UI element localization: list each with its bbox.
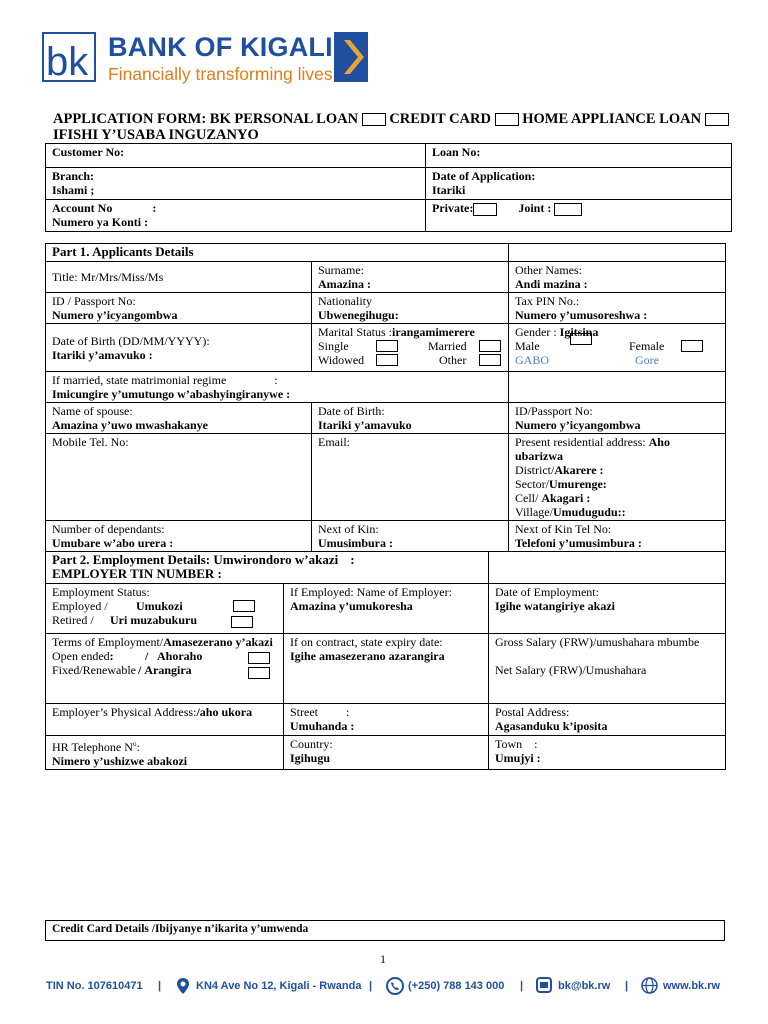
marital-status-field: Marital Status :irangamimerere Single Married Widowed Other xyxy=(312,324,509,372)
account-no-field[interactable]: Account No : Numero ya Konti : xyxy=(46,200,426,232)
spouse-name-field[interactable]: Name of spouse: Amazina y’uwo mwashakanye xyxy=(46,403,312,434)
customer-no-field[interactable]: Customer No: xyxy=(46,144,426,168)
gender-field: Gender : Igitsina Male Female GABO Gore xyxy=(509,324,726,372)
female-checkbox[interactable] xyxy=(681,340,703,352)
employed-checkbox[interactable] xyxy=(233,600,255,612)
credit-card-details-heading: Credit Card Details /Ibijyanye n’ikarita y’umwenda xyxy=(46,921,725,941)
globe-icon xyxy=(641,977,658,994)
salary-field[interactable]: Gross Salary (FRW)/umushahara mbumbe Net Salary (FRW)/Umushahara xyxy=(489,634,726,704)
tax-pin-field[interactable]: Tax PIN No.: Numero y’umusoreshwa : xyxy=(509,293,726,324)
next-of-kin-tel-field[interactable]: Next of Kin Tel No: Telefoni y’umusimbura : xyxy=(509,521,726,552)
title-field[interactable]: Title: Mr/Mrs/Miss/Ms xyxy=(46,262,312,293)
email-icon xyxy=(536,977,552,993)
male-checkbox[interactable] xyxy=(570,333,592,345)
footer-address: KN4 Ave No 12, Kigali - Rwanda xyxy=(196,980,362,992)
town-field[interactable]: Town : Umujyi : xyxy=(489,736,726,770)
nationality-field[interactable]: Nationality Ubwenegihugu: xyxy=(312,293,509,324)
bk-logo-icon xyxy=(42,32,96,82)
other-names-field[interactable]: Other Names: Andi mazina : xyxy=(509,262,726,293)
applicants-details-table xyxy=(45,243,726,552)
credit-card-checkbox[interactable] xyxy=(495,113,519,126)
employer-physical-address-field[interactable]: Employer’s Physical Address:/aho ukora xyxy=(46,704,284,736)
page-number: 1 xyxy=(380,952,386,966)
account-table xyxy=(45,143,732,232)
phone-icon xyxy=(386,977,404,995)
form-title-home-appliance: HOME APPLIANCE LOAN xyxy=(522,111,702,127)
footer-phone: (+250) 788 143 000 xyxy=(408,980,505,992)
footer: TIN No. 107610471 | KN4 Ave No 12, Kigali - Rwanda | (+250) 788 143 000 | bk@bk.rw | www.bk.rw xyxy=(0,972,768,1002)
form-title-personal-loan: APPLICATION FORM: BK PERSONAL LOAN xyxy=(53,111,359,127)
employment-status-field: Employment Status: Employed / Umukozi Retired / Uri muzabukuru xyxy=(46,584,284,634)
other-checkbox[interactable] xyxy=(479,354,501,366)
employment-details-table xyxy=(45,551,726,770)
brand-arrow-icon xyxy=(334,32,368,82)
part2-heading: Part 2. Employment Details: Umwirondoro w’akazi : EMPLOYER TIN NUMBER : xyxy=(46,552,489,584)
branch-field[interactable]: Branch: Ishami ; xyxy=(46,168,426,200)
brand-tagline: Financially transforming lives xyxy=(108,64,333,84)
form-subtitle: IFISHI Y’USABA INGUZANYO xyxy=(53,127,259,143)
id-passport-field[interactable]: ID / Passport No: Numero y’icyangombwa xyxy=(46,293,312,324)
private-checkbox[interactable] xyxy=(473,203,497,216)
dob-field[interactable]: Date of Birth (DD/MM/YYYY): Itariki y’amavuko : xyxy=(46,324,312,372)
home-appliance-checkbox[interactable] xyxy=(705,113,729,126)
residential-address-field[interactable]: Present residential address: Aho ubarizwa District/Akarere : Sector/Umurenge: Cell/ Akagari : Village/Umudugudu:: xyxy=(509,434,726,521)
svg-text:bk: bk xyxy=(46,40,89,82)
surname-field[interactable]: Surname: Amazina : xyxy=(312,262,509,293)
matrimonial-regime-field[interactable]: If married, state matrimonial regime : Imicungire y’umutungo w’abashyingiranywe : xyxy=(46,372,509,403)
date-of-employment-field[interactable]: Date of Employment: Igihe watangiriye akazi xyxy=(489,584,726,634)
form-title xyxy=(53,111,729,128)
spouse-dob-field[interactable]: Date of Birth: Itariki y’amavuko xyxy=(312,403,509,434)
location-pin-icon xyxy=(176,977,190,995)
joint-checkbox[interactable] xyxy=(554,203,582,216)
terms-of-employment-field: Terms of Employment/Amasezerano y’akazi Open ended: / Ahoraho Fixed/Renewable / Arangira xyxy=(46,634,284,704)
spouse-id-field[interactable]: ID/Passport No: Numero y’icyangombwa xyxy=(509,403,726,434)
fixed-renewable-checkbox[interactable] xyxy=(248,667,270,679)
footer-email: bk@bk.rw xyxy=(558,980,611,992)
single-checkbox[interactable] xyxy=(376,340,398,352)
brand-name: BANK OF KIGALI xyxy=(108,32,333,62)
loan-no-field[interactable]: Loan No: xyxy=(426,144,732,168)
hr-telephone-field[interactable]: HR Telephone $N^o$: Nimero y’ushizwe abakozi xyxy=(46,736,284,770)
date-of-application-field[interactable]: Date of Application: Itariki xyxy=(426,168,732,200)
contract-expiry-field[interactable]: If on contract, state expiry date: Igihe amasezerano azarangira xyxy=(284,634,489,704)
employer-name-field[interactable]: If Employed: Name of Employer: Amazina y’umukoresha xyxy=(284,584,489,634)
personal-loan-checkbox[interactable] xyxy=(362,113,386,126)
postal-address-field[interactable]: Postal Address: Agasanduku k’iposita xyxy=(489,704,726,736)
mobile-field[interactable]: Mobile Tel. No: xyxy=(46,434,312,521)
country-field[interactable]: Country: Igihugu xyxy=(284,736,489,770)
part1-heading: Part 1. Applicants Details xyxy=(46,244,509,262)
employer-tin-label: EMPLOYER TIN NUMBER : xyxy=(52,566,222,581)
employer-tin-field[interactable] xyxy=(489,552,726,584)
widowed-checkbox[interactable] xyxy=(376,354,398,366)
next-of-kin-field[interactable]: Next of Kin: Umusimbura : xyxy=(312,521,509,552)
footer-website[interactable]: www.bk.rw xyxy=(663,980,721,992)
email-field[interactable]: Email: xyxy=(312,434,509,521)
form-title-credit-card: CREDIT CARD xyxy=(389,111,491,127)
dependants-field[interactable]: Number of dependants: Umubare w’abo urera : xyxy=(46,521,312,552)
footer-tin: TIN No. 107610471 xyxy=(46,980,143,992)
credit-card-details-table xyxy=(45,920,725,941)
account-type-field: Private: Joint : xyxy=(426,200,732,232)
street-field[interactable]: Street : Umuhanda : xyxy=(284,704,489,736)
retired-checkbox[interactable] xyxy=(231,616,253,628)
married-checkbox[interactable] xyxy=(479,340,501,352)
